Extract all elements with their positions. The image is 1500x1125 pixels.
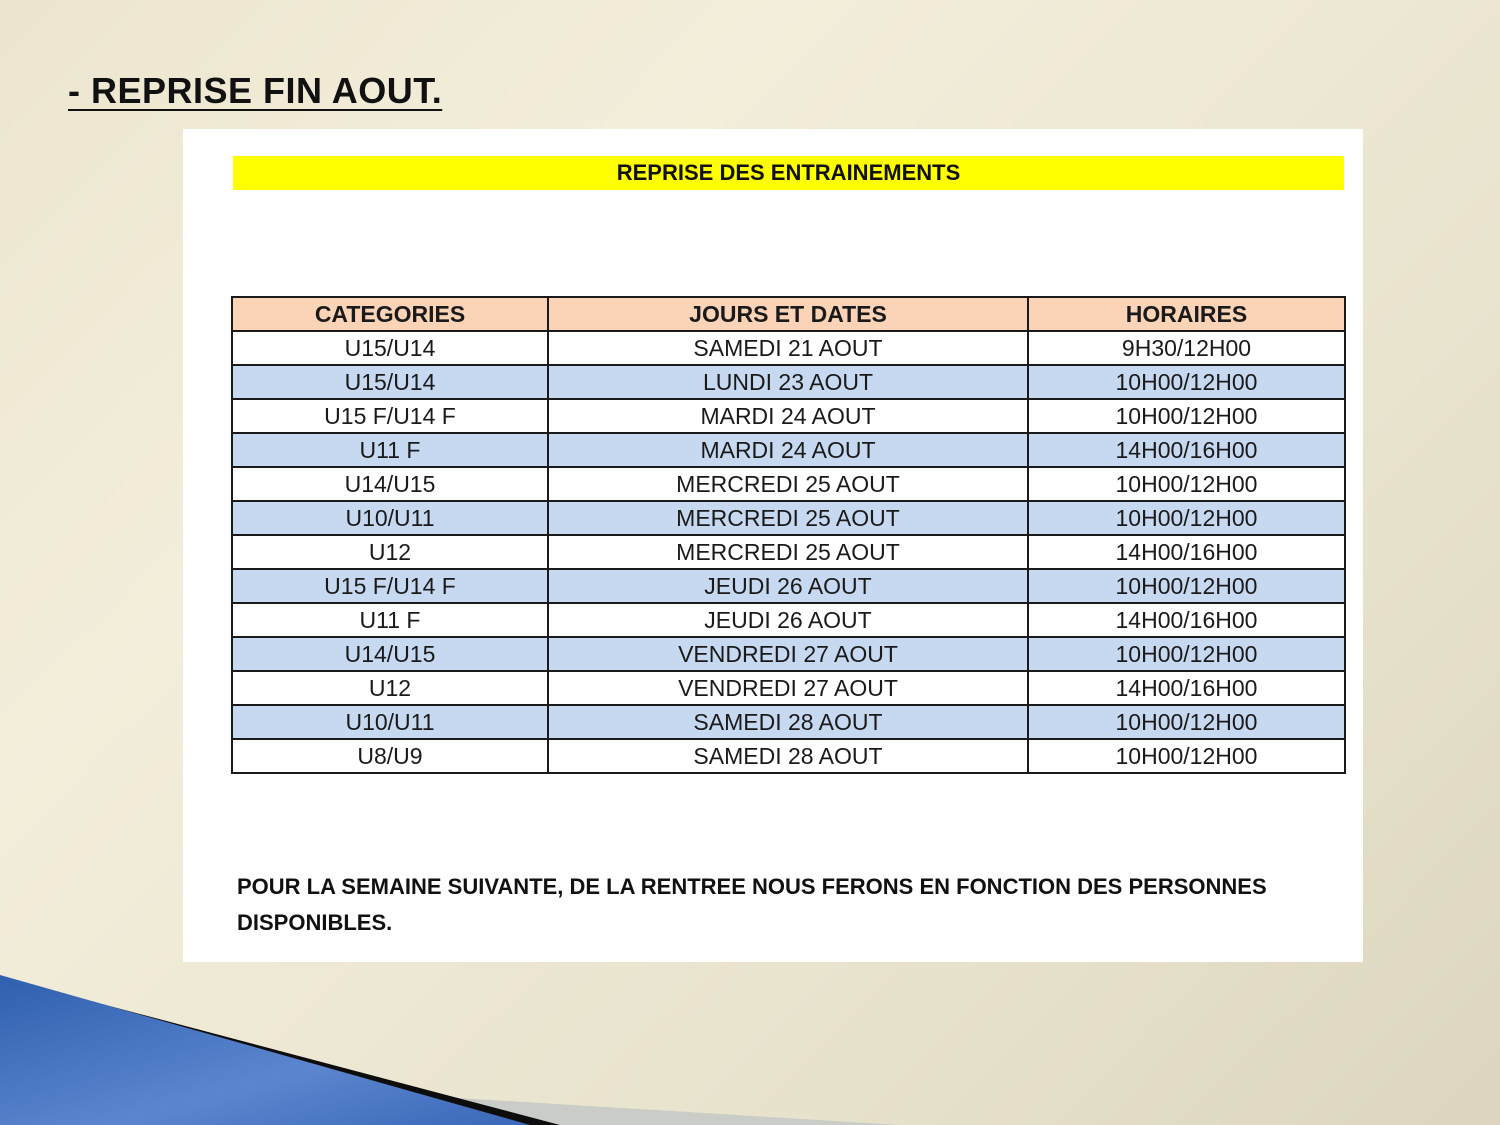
table-row [232, 433, 1345, 467]
cell-day-date: SAMEDI 28 AOUT [548, 739, 1028, 773]
table-row [232, 739, 1345, 773]
cell-category: U11 F [232, 603, 548, 637]
cell-category: U15 F/U14 F [232, 569, 548, 603]
cell-schedule: 14H00/16H00 [1028, 433, 1345, 467]
cell-category: U12 [232, 671, 548, 705]
cell-schedule: 9H30/12H00 [1028, 331, 1345, 365]
cell-schedule: 14H00/16H00 [1028, 603, 1345, 637]
table-row [232, 467, 1345, 501]
cell-category: U15/U14 [232, 331, 548, 365]
table-row [232, 535, 1345, 569]
table-row [232, 569, 1345, 603]
cell-schedule: 10H00/12H00 [1028, 705, 1345, 739]
cell-day-date: JEUDI 26 AOUT [548, 603, 1028, 637]
table-row [232, 399, 1345, 433]
table-header-row [232, 297, 1345, 331]
cell-category: U14/U15 [232, 467, 548, 501]
table-row [232, 501, 1345, 535]
cell-category: U11 F [232, 433, 548, 467]
cell-day-date: MERCREDI 25 AOUT [548, 467, 1028, 501]
table-row [232, 365, 1345, 399]
cell-category: U10/U11 [232, 501, 548, 535]
cell-day-date: LUNDI 23 AOUT [548, 365, 1028, 399]
table-row [232, 637, 1345, 671]
cell-day-date: VENDREDI 27 AOUT [548, 637, 1028, 671]
cell-category: U8/U9 [232, 739, 548, 773]
cell-schedule: 10H00/12H00 [1028, 569, 1345, 603]
cell-schedule: 14H00/16H00 [1028, 671, 1345, 705]
cell-schedule: 10H00/12H00 [1028, 399, 1345, 433]
cell-day-date: MERCREDI 25 AOUT [548, 535, 1028, 569]
cell-schedule: 10H00/12H00 [1028, 467, 1345, 501]
cell-category: U15/U14 [232, 365, 548, 399]
table-row [232, 705, 1345, 739]
cell-schedule: 10H00/12H00 [1028, 739, 1345, 773]
cell-category: U12 [232, 535, 548, 569]
table-row [232, 603, 1345, 637]
cell-category: U10/U11 [232, 705, 548, 739]
cell-day-date: JEUDI 26 AOUT [548, 569, 1028, 603]
footer-note: POUR LA SEMAINE SUIVANTE, DE LA RENTREE NOUS FERONS EN FONCTION DES PERSONNES DISPONIBLES. [237, 874, 1267, 935]
header-categories: CATEGORIES [232, 297, 548, 331]
cell-category: U14/U15 [232, 637, 548, 671]
schedule-panel [183, 129, 1363, 962]
cell-schedule: 14H00/16H00 [1028, 535, 1345, 569]
cell-schedule: 10H00/12H00 [1028, 365, 1345, 399]
cell-schedule: 10H00/12H00 [1028, 637, 1345, 671]
decorative-swoosh [0, 925, 900, 1125]
cell-day-date: MERCREDI 25 AOUT [548, 501, 1028, 535]
cell-day-date: VENDREDI 27 AOUT [548, 671, 1028, 705]
cell-day-date: MARDI 24 AOUT [548, 399, 1028, 433]
cell-day-date: MARDI 24 AOUT [548, 433, 1028, 467]
table-body [232, 331, 1345, 773]
header-horaires: HORAIRES [1028, 297, 1345, 331]
panel-banner: REPRISE DES ENTRAINEMENTS [233, 156, 1344, 190]
blue-swoosh [0, 975, 530, 1125]
header-jours-et-dates: JOURS ET DATES [548, 297, 1028, 331]
cell-schedule: 10H00/12H00 [1028, 501, 1345, 535]
slide-title: - REPRISE FIN AOUT. [68, 70, 443, 111]
cell-day-date: SAMEDI 28 AOUT [548, 705, 1028, 739]
cell-day-date: SAMEDI 21 AOUT [548, 331, 1028, 365]
table-row [232, 671, 1345, 705]
table-row [232, 331, 1345, 365]
schedule-table [231, 296, 1346, 774]
cell-category: U15 F/U14 F [232, 399, 548, 433]
